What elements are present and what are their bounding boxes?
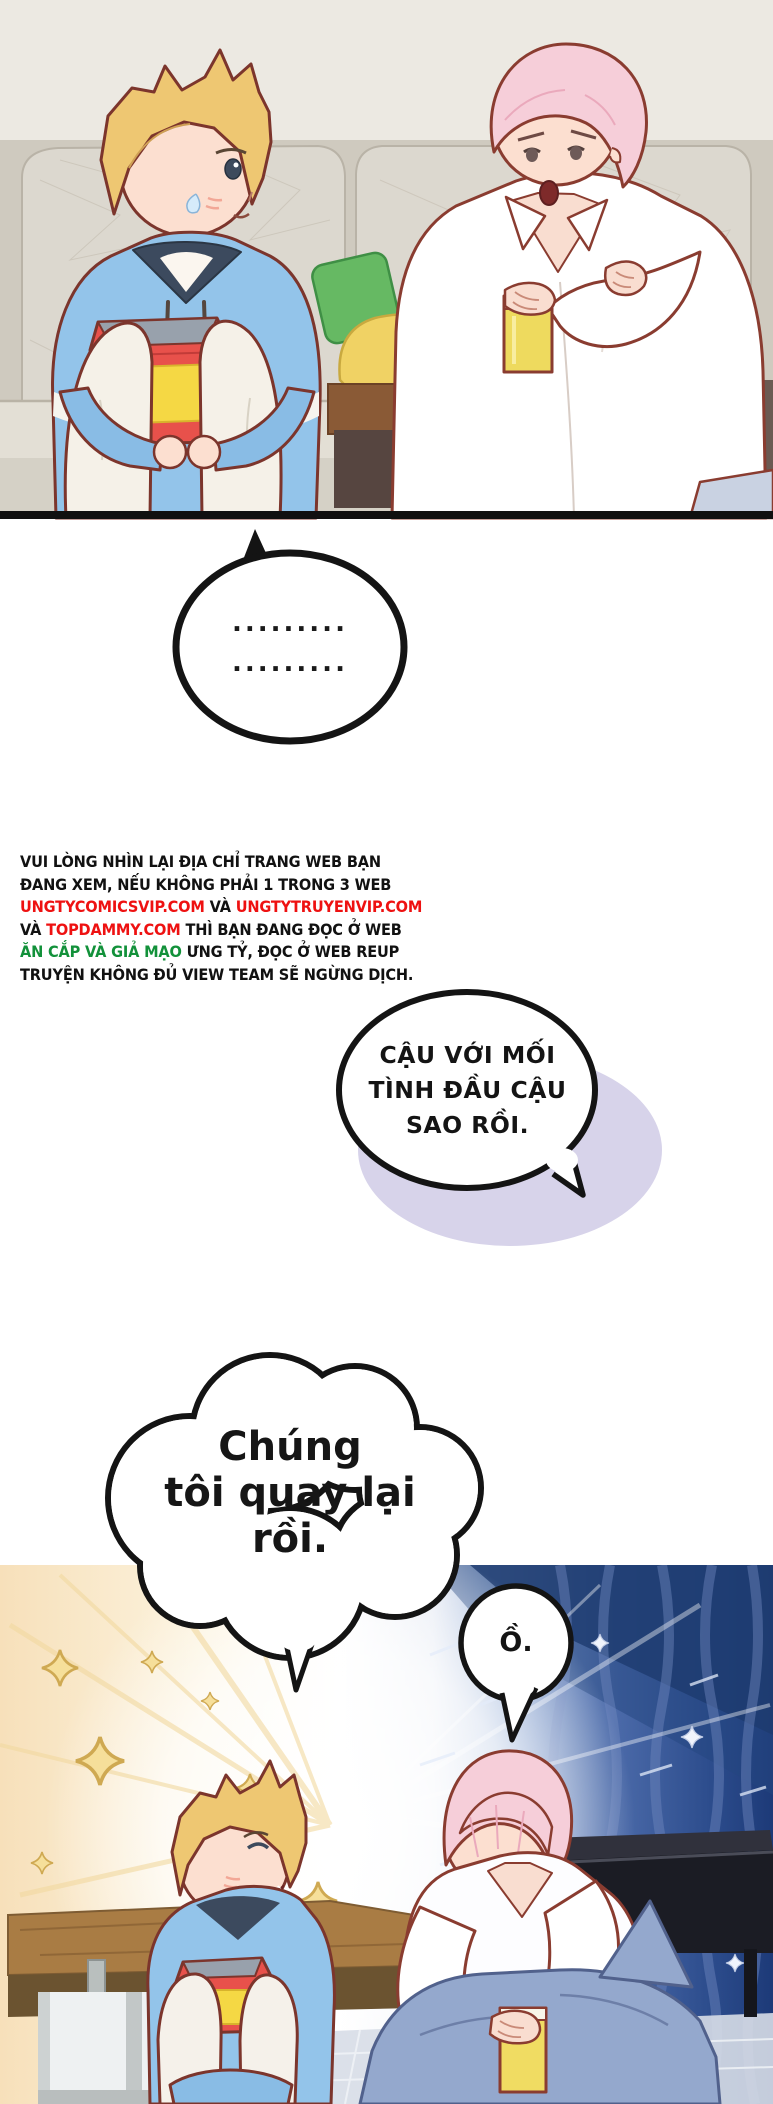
notice-line5: ĂN CẮP VÀ GIẢ MẠO ƯNG TỶ, ĐỌC Ở WEB REUP bbox=[20, 942, 400, 962]
silence-dots-line1: ......... bbox=[232, 608, 348, 638]
site-link-2: UNGTYTRUYENVIP.COM bbox=[235, 897, 423, 917]
notice-line2: ĐANG XEM, NẾU KHÔNG PHẢI 1 TRONG 3 WEB bbox=[20, 874, 392, 894]
notice-line4: VÀ TOPDAMMY.COM THÌ BẠN ĐANG ĐỌC Ở WEB bbox=[20, 919, 402, 939]
speech-bubble-oh bbox=[450, 1582, 600, 1754]
panel-couch-scene bbox=[0, 0, 773, 520]
question-line3: SAO RỒI. bbox=[405, 1111, 529, 1139]
cloud-line3: rồi. bbox=[251, 1516, 329, 1562]
notice-line1: VUI LÒNG NHÌN LẠI ĐỊA CHỈ TRANG WEB BẠN bbox=[20, 852, 381, 871]
site-link-1: UNGTYCOMICSVIP.COM bbox=[20, 897, 205, 917]
panel-border bbox=[0, 511, 773, 519]
site-link-3: TOPDAMMY.COM bbox=[46, 919, 181, 939]
cloud-line2: tôi quay lại bbox=[164, 1470, 416, 1516]
oh-text: Ồ. bbox=[499, 1627, 533, 1658]
notice-line6: TRUYỆN KHÔNG ĐỦ VIEW TEAM SẼ NGỪNG DỊCH. bbox=[20, 964, 414, 984]
piracy-notice bbox=[20, 851, 423, 987]
cloud-line1: Chúng bbox=[218, 1424, 362, 1470]
silence-dots-line2: ......... bbox=[232, 648, 348, 678]
notice-line3: UNGTYCOMICSVIP.COM VÀ UNGTYTRUYENVIP.COM bbox=[20, 897, 423, 917]
question-line1: CẬU VỚI MỐI bbox=[379, 1041, 556, 1069]
warning-words: ĂN CẮP VÀ GIẢ MẠO bbox=[20, 942, 182, 962]
question-line2: TÌNH ĐẦU CẬU bbox=[368, 1076, 567, 1104]
open-mouth bbox=[540, 181, 558, 205]
